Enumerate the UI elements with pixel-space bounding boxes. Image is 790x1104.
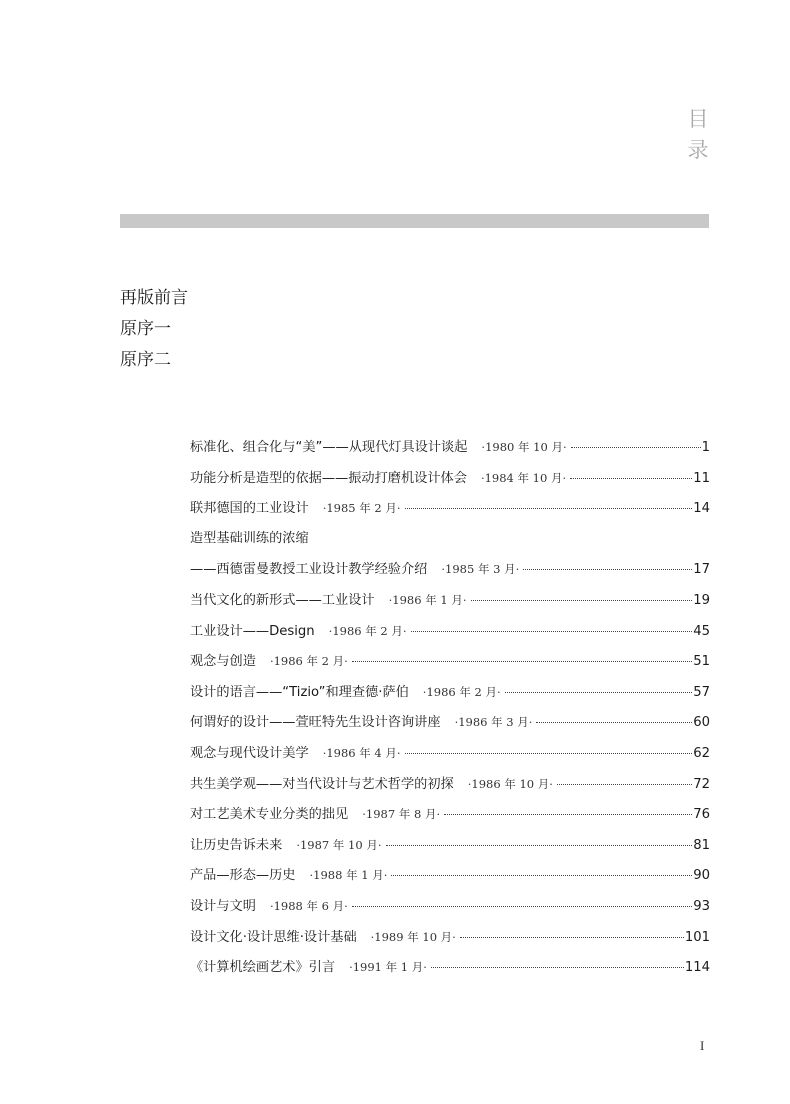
toc-entry-page: 101	[684, 929, 710, 945]
toc-entry[interactable]	[190, 432, 710, 463]
front-matter-list	[120, 283, 188, 376]
toc-entry-title: 《计算机绘画艺术》引言	[190, 960, 336, 976]
toc-entry-page: 114	[684, 960, 710, 976]
toc-entry-title: 标准化、组合化与“美”——从现代灯具设计谈起	[190, 440, 468, 455]
toc-entry-page: 1	[701, 440, 710, 455]
toc-entry-title: 观念与现代设计美学	[190, 745, 309, 761]
toc-entry-title: 当代文化的新形式——工业设计	[190, 592, 375, 608]
toc-entry-dot-leader	[405, 508, 693, 509]
toc-entry-title: 观念与创造	[190, 654, 256, 670]
toc-entry-date: ·1986 年 3 月·	[454, 715, 533, 730]
toc-heading	[686, 104, 710, 166]
toc-entry-page: 81	[693, 837, 710, 853]
toc-entry-date: ·1986 年 2 月·	[328, 623, 407, 638]
toc-entry[interactable]	[190, 952, 710, 983]
toc-entry-dot-leader	[570, 478, 692, 479]
toc-entry-date: ·1986 年 2 月·	[269, 654, 348, 669]
toc-entry-date: ·1984 年 10 月·	[480, 470, 567, 485]
toc-entry-date: ·1985 年 3 月·	[441, 562, 520, 577]
toc-entry-dot-leader	[386, 845, 693, 846]
toc-entry-dot-leader	[471, 600, 693, 601]
toc-entry-date: ·1987 年 10 月·	[296, 837, 382, 852]
toc-entry-dot-leader	[460, 937, 684, 938]
toc-entry-date: ·1986 年 4 月·	[322, 745, 401, 760]
toc-entry[interactable]	[190, 799, 710, 830]
toc-entry-page: 51	[693, 654, 710, 670]
toc-entry-date: ·1989 年 10 月·	[370, 929, 456, 944]
toc-entry-title: 功能分析是造型的依据——振动打磨机设计体会	[190, 470, 467, 486]
toc-entry[interactable]	[190, 554, 710, 585]
toc-entry-page: 93	[693, 898, 710, 914]
toc-entry-dot-leader	[505, 692, 693, 693]
toc-entries	[190, 432, 710, 983]
toc-entry[interactable]	[190, 860, 710, 891]
toc-entry[interactable]	[190, 493, 710, 524]
toc-entry[interactable]	[190, 677, 710, 708]
toc-entry[interactable]	[190, 830, 710, 861]
toc-entry-title: 联邦德国的工业设计	[190, 501, 309, 517]
front-matter-item[interactable]: 再版前言	[120, 288, 188, 308]
toc-entry-title: 让历史告诉未来	[190, 837, 283, 853]
toc-entry[interactable]	[190, 646, 710, 677]
page-number: I	[700, 1038, 705, 1053]
toc-entry[interactable]	[190, 707, 710, 738]
toc-entry-title: 工业设计——Design	[190, 623, 315, 639]
toc-entry-date: ·1988 年 1 月·	[309, 868, 388, 883]
toc-entry[interactable]	[190, 738, 710, 769]
toc-entry-dot-leader	[431, 967, 684, 968]
toc-entry[interactable]	[190, 769, 710, 800]
toc-entry-page: 60	[693, 715, 710, 731]
toc-entry[interactable]	[190, 891, 710, 922]
toc-entry[interactable]	[190, 463, 710, 494]
header-divider-bar	[120, 214, 709, 228]
toc-entry-title: 何谓好的设计——萱旺特先生设计咨询讲座	[190, 715, 441, 731]
toc-entry-dot-leader	[391, 875, 692, 876]
toc-entry-dot-leader	[411, 631, 693, 632]
toc-entry-date: ·1988 年 6 月·	[269, 898, 348, 913]
toc-entry-page: 14	[693, 501, 710, 517]
toc-entry-date: ·1985 年 2 月·	[322, 501, 401, 516]
toc-entry-date: ·1991 年 1 月·	[349, 960, 427, 975]
toc-entry[interactable]	[190, 524, 710, 555]
toc-heading-char-2: 录	[687, 138, 709, 162]
toc-entry-title: 对工艺美术专业分类的拙见	[190, 807, 349, 823]
toc-entry-dot-leader	[536, 722, 692, 723]
toc-entry-dot-leader	[444, 814, 692, 815]
toc-entry[interactable]	[190, 922, 710, 953]
toc-entry-title: 产品—形态—历史	[190, 868, 296, 884]
toc-entry-page: 62	[693, 745, 710, 761]
toc-entry-page: 45	[693, 623, 710, 639]
front-matter-item[interactable]: 原序一	[120, 319, 171, 339]
toc-entry-dot-leader	[571, 447, 701, 448]
toc-entry[interactable]	[190, 585, 710, 616]
toc-entry-dot-leader	[523, 569, 692, 570]
toc-entry-page: 76	[693, 807, 710, 823]
toc-entry-title: ——西德雷曼教授工业设计教学经验介绍	[190, 562, 428, 578]
toc-entry-title: 造型基础训练的浓缩	[190, 530, 309, 546]
toc-entry-title: 设计文化·设计思维·设计基础	[190, 929, 357, 945]
toc-entry-page: 17	[693, 562, 710, 578]
toc-entry-dot-leader	[352, 661, 692, 662]
toc-entry-dot-leader	[352, 906, 692, 907]
toc-entry[interactable]	[190, 616, 710, 647]
toc-entry-dot-leader	[557, 784, 692, 785]
toc-entry-date: ·1980 年 10 月·	[481, 440, 567, 454]
toc-entry-title: 设计的语言——“Tizio”和理查德·萨伯	[190, 684, 409, 700]
toc-entry-title: 设计与文明	[190, 898, 256, 914]
toc-entry-dot-leader	[405, 753, 693, 754]
toc-entry-page: 72	[693, 776, 710, 792]
toc-entry-page: 19	[693, 592, 710, 608]
toc-heading-char-1: 目	[687, 107, 709, 131]
toc-entry-title: 共生美学观——对当代设计与艺术哲学的初探	[190, 776, 454, 792]
toc-entry-date: ·1986 年 10 月·	[467, 776, 553, 791]
toc-entry-date: ·1986 年 2 月·	[422, 684, 501, 699]
toc-entry-date: ·1986 年 1 月·	[388, 592, 467, 607]
toc-entry-page: 90	[693, 868, 710, 884]
toc-entry-page: 11	[693, 470, 710, 486]
toc-entry-page: 57	[693, 684, 710, 700]
front-matter-item[interactable]: 原序二	[120, 350, 171, 370]
toc-entry-date: ·1987 年 8 月·	[362, 807, 441, 822]
